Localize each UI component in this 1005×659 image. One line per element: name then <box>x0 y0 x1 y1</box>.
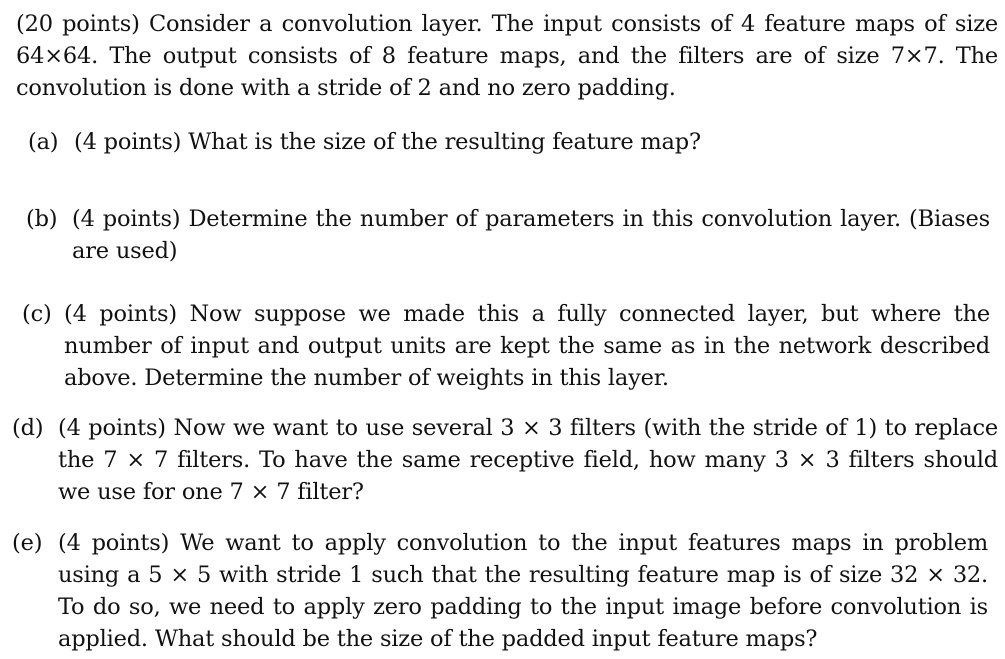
problem-intro: (20 points) Consider a convolution layer. The input consists of 4 feature maps of size 64×64. The output consists of 8 feature maps, and the filters are of size 7×7. The convolution is done with a stride of 2 and no zero padding. <box>16 11 998 101</box>
part-a <box>28 126 998 158</box>
part-c-label: (c) <box>22 301 52 327</box>
part-e <box>12 527 988 655</box>
part-b-text: (4 points) Determine the number of parameters in this convolution layer. (Biases are used) <box>72 206 990 264</box>
part-c <box>22 298 990 394</box>
part-a-label: (a) <box>28 129 59 155</box>
part-c-text: (4 points) Now suppose we made this a fully connected layer, but where the number of input and output units are kept the same as in the network described above. Determine the number of weights in this layer. <box>64 301 990 391</box>
part-d <box>12 412 998 508</box>
part-d-label: (d) <box>12 415 44 441</box>
part-d-text: (4 points) Now we want to use several 3 × 3 filters (with the stride of 1) to replace the 7 × 7 filters. To have the same receptive field, how many 3 × 3 filters should we use for one 7 × 7 filter? <box>58 415 998 505</box>
part-b-label: (b) <box>26 206 58 232</box>
part-e-text: (4 points) We want to apply convolution to the input features maps in problem using a 5 × 5 with stride 1 such that the resulting feature map is of size 32 × 32. To do so, we need to apply zero padding to the input image before convolution is applied. What should be the size of the padded input feature maps? <box>58 530 988 652</box>
part-b <box>26 203 990 267</box>
part-e-label: (e) <box>12 530 43 556</box>
part-a-text: (4 points) What is the size of the resulting feature map? <box>74 129 701 155</box>
